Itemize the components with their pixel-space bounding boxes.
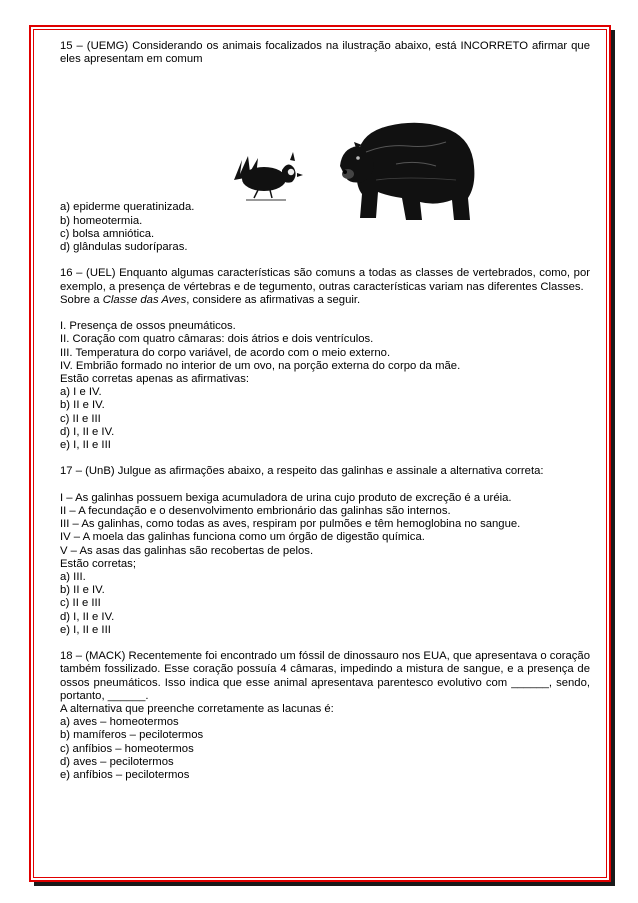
q16-statement: III. Temperatura do corpo variável, de acordo com o meio externo.: [60, 346, 391, 359]
q17-option: e) I, II e III: [60, 623, 111, 636]
q17-option: d) I, II e IV.: [60, 610, 115, 623]
q18-option: a) aves – homeotermos: [60, 716, 179, 729]
q16-option: d) I, II e IV.: [60, 425, 115, 438]
q18-option: c) anfíbios – homeotermos: [60, 742, 194, 755]
q17-statement: V – As asas das galinhas são recobertas de pelos.: [60, 544, 314, 557]
q15-stem: 15 – (UEMG) Considerando os animais focalizados na ilustração abaixo, está INCORRETO afirmar que eles apresentam em comum: [60, 40, 590, 66]
q18-option: d) aves – pecilotermos: [60, 755, 174, 768]
q15-option: a) epiderme queratinizada.: [60, 201, 195, 214]
page-shadow-bottom: [34, 882, 615, 886]
q16-stem: 16 – (UEL) Enquanto algumas características são comuns a todas as classes de vertebrados, como, por exemplo, a presença de vértebras e de tegumento, outras características variam nas diferentes Classes.: [60, 267, 590, 293]
q17-statement: III – As galinhas, como todas as aves, respiram por pulmões e têm hemoglobina no sangue.: [60, 518, 521, 531]
worksheet-content: [60, 40, 590, 782]
q15-option: d) glândulas sudoríparas.: [60, 241, 188, 254]
q17-statement: II – A fecundação e o desenvolvimento embrionário das galinhas são internos.: [60, 505, 451, 518]
q17-option: b) II e IV.: [60, 584, 105, 597]
q17-prompt: Estão corretas;: [60, 557, 136, 570]
q17-statement: IV – A moela das galinhas funciona como um órgão de digestão química.: [60, 531, 425, 544]
q17-option: a) III.: [60, 571, 86, 584]
q18-option: e) anfíbios – pecilotermos: [60, 769, 190, 782]
bird-illustration: [228, 146, 308, 206]
q16-statement: I. Presença de ossos pneumáticos.: [60, 320, 236, 333]
q16-statement: II. Coração com quatro câmaras: dois átrios e dois ventrículos.: [60, 333, 374, 346]
q18-prompt: A alternativa que preenche corretamente as lacunas é:: [60, 703, 334, 716]
q15-option: c) bolsa amniótica.: [60, 227, 155, 240]
bear-illustration: [336, 114, 486, 224]
q18-option: b) mamíferos – pecilotermos: [60, 729, 204, 742]
q17-stem: 17 – (UnB) Julgue as afirmações abaixo, a respeito das galinhas e assinale a alternativa correta:: [60, 465, 544, 478]
q16-statement: IV. Embrião formado no interior de um ovo, na porção externa do corpo da mãe.: [60, 359, 461, 372]
q17-statement: I – As galinhas possuem bexiga acumuladora de urina cujo produto de excreção é a uréia.: [60, 491, 512, 504]
q17-option: c) II e III: [60, 597, 101, 610]
q15-option: b) homeotermia.: [60, 214, 143, 227]
q16-intro-after: , considere as afirmativas a seguir.: [186, 293, 361, 306]
q16-option: b) II e IV.: [60, 399, 105, 412]
q16-option: e) I, II e III: [60, 439, 111, 452]
q16-option: a) I e IV.: [60, 386, 102, 399]
q16-prompt: Estão corretas apenas as afirmativas:: [60, 373, 249, 386]
q16-intro-before: Sobre a: [60, 293, 103, 306]
q15-illustration: [60, 66, 590, 201]
q16-intro: [60, 294, 590, 307]
page-shadow-right: [611, 30, 615, 886]
q18-stem: 18 – (MACK) Recentemente foi encontrado um fóssil de dinossauro nos EUA, que apresentava o coração também fossilizado. Esse coração possuía 4 câmaras, impedindo a mistura de sangue, e a presença de ossos pneumáticos. Isso indica que esse animal apresentava parentesco evolutivo com ______, sendo, portanto, ______.: [60, 650, 590, 702]
q16-option: c) II e III: [60, 412, 101, 425]
q16-intro-emphasis: Classe das Aves: [102, 293, 187, 306]
